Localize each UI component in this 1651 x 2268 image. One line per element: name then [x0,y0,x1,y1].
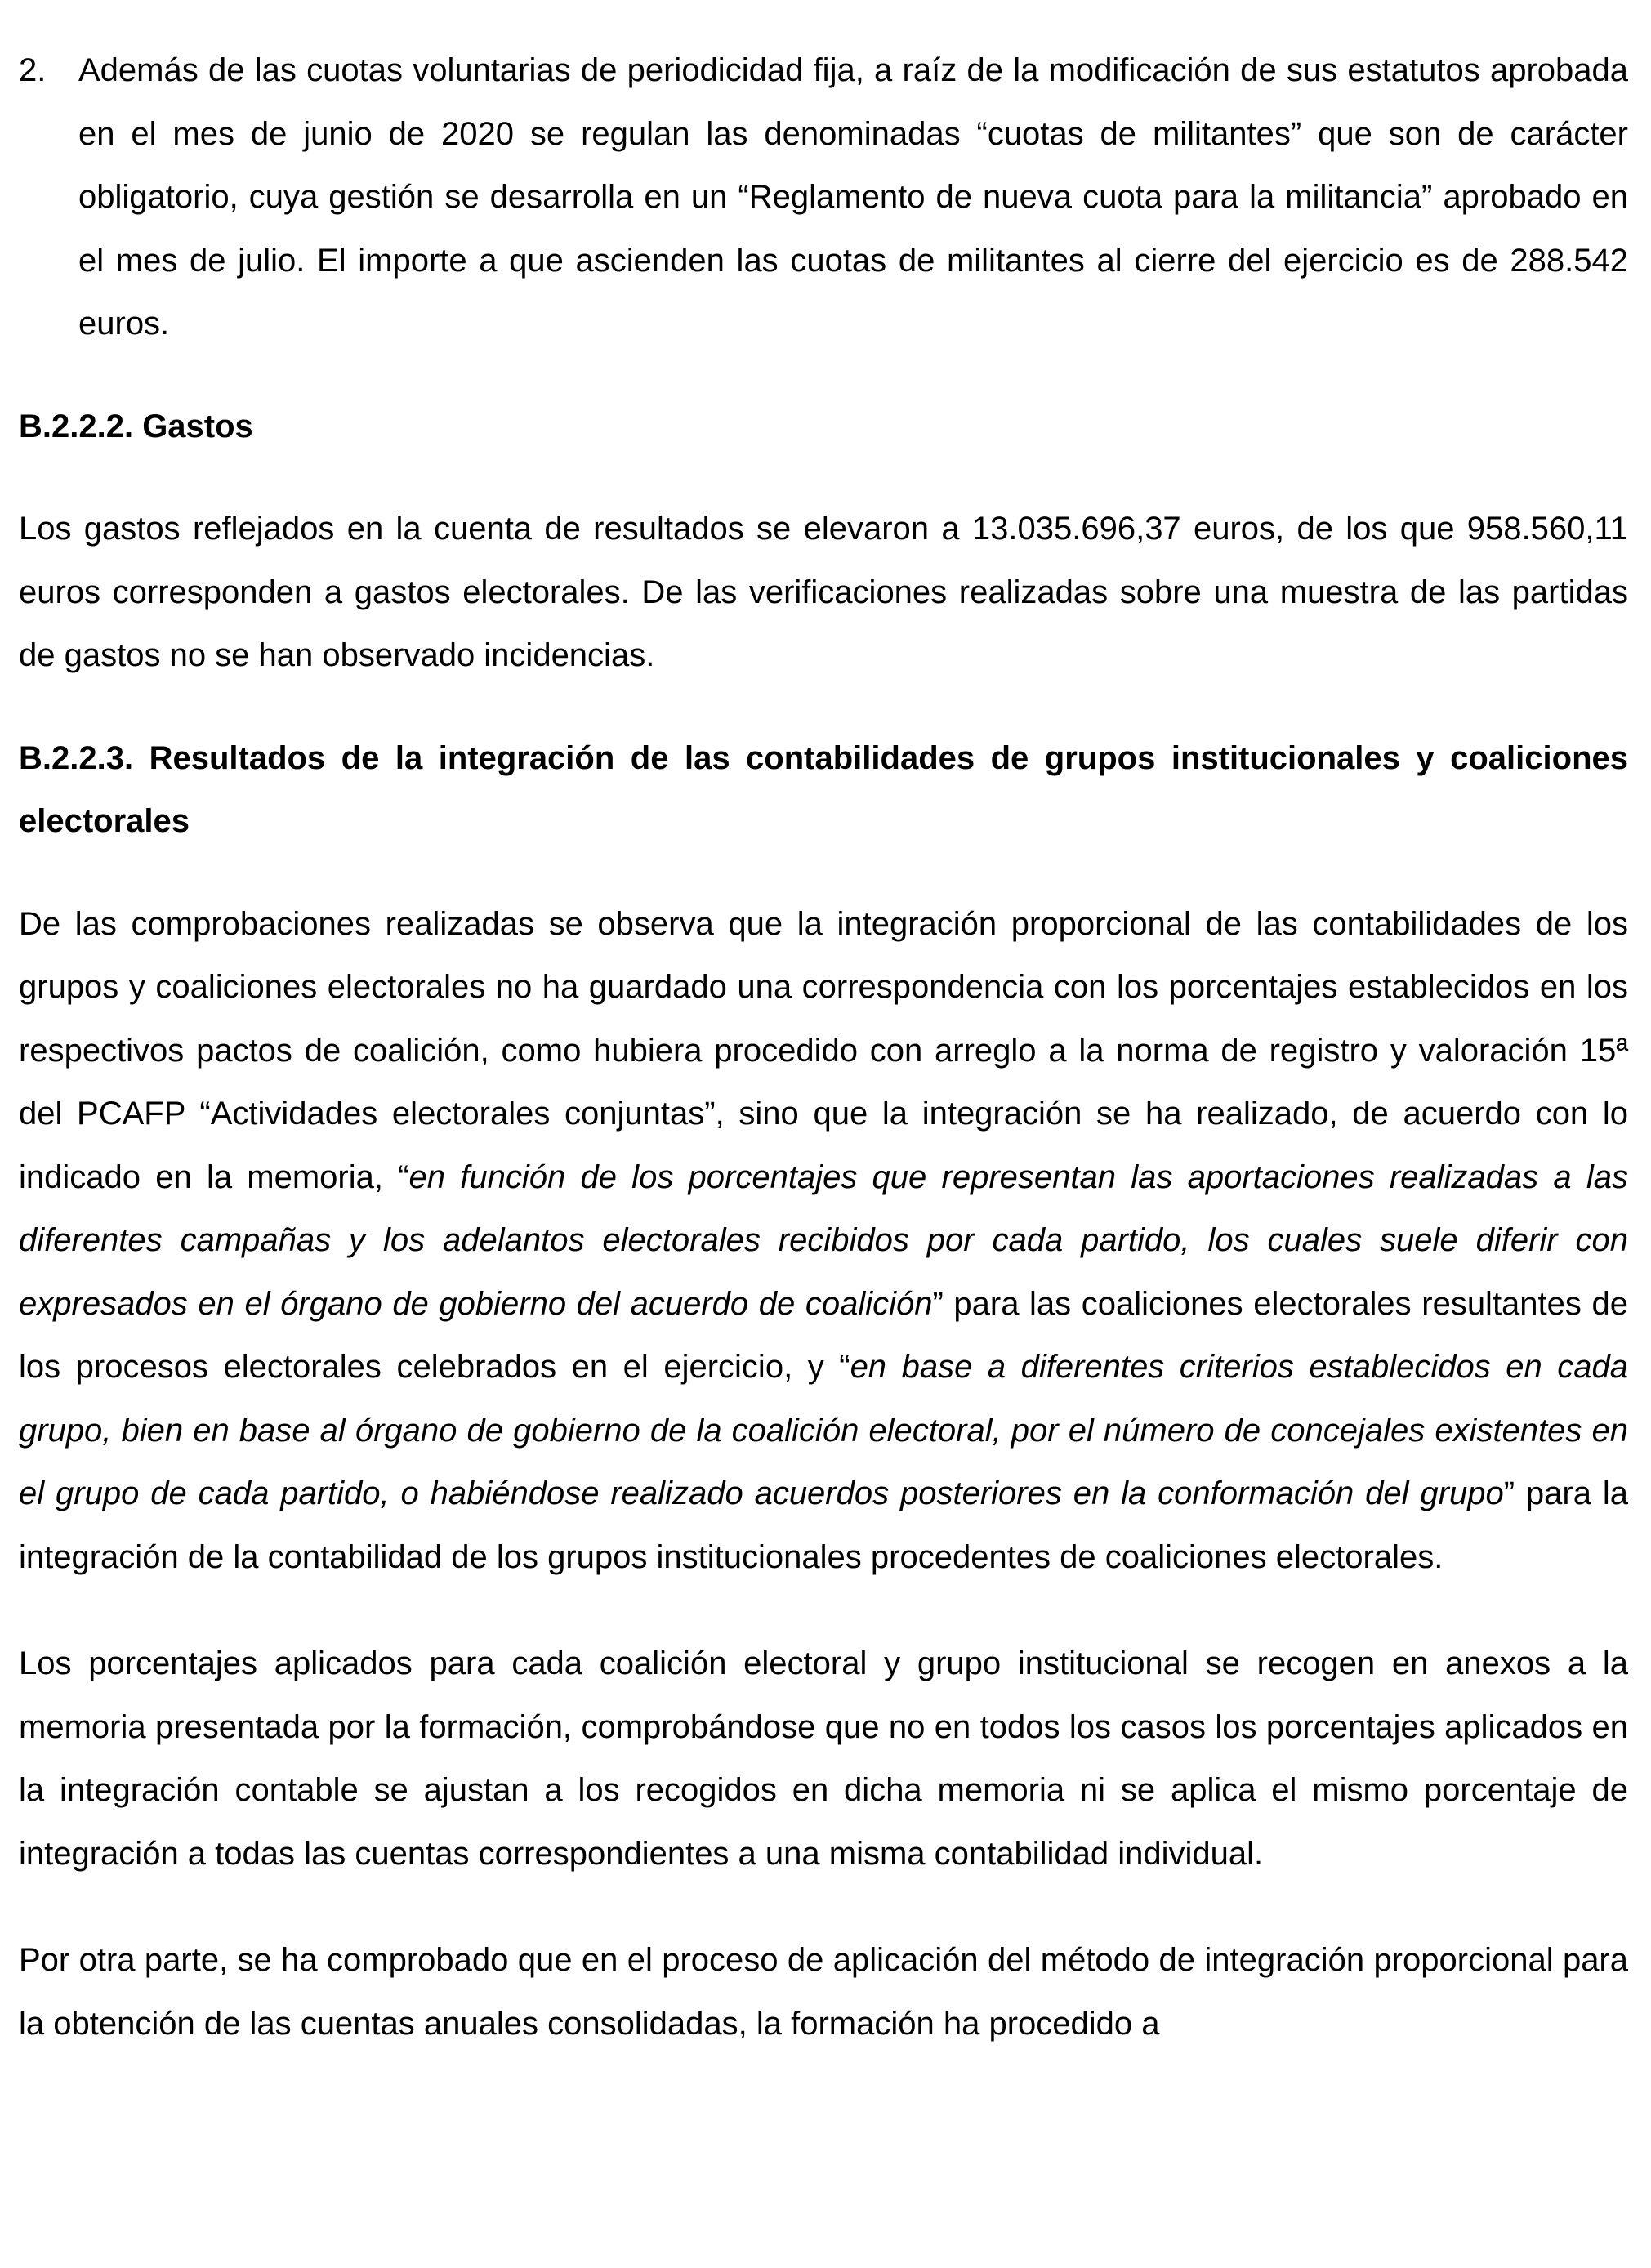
quoted-text: en base a diferentes criterios establecidos en cada grupo, bien en base al órgano de gobierno de la coalición electoral, por el número de concejales existentes en el grupo de cada partido, o habiéndose realizado acuerdos posteriores en la conformación del grupo [19,1349,1629,1511]
list-item-text: Además de las cuotas voluntarias de periodicidad fija, a raíz de la modificación de sus estatutos aprobada en el mes de junio de 2020 se regulan las denominadas “cuotas de militantes” que son de carácter obligatorio, cuya gestión se desarrolla en un “Reglamento de nueva cuota para la militancia” aprobado en el mes de julio. El importe a que ascienden las cuotas de militantes al cierre del ejercicio es de 288.542 euros. [78,52,1628,342]
list-item [19,39,1628,356]
paragraph-integracion-3: Por otra parte, se ha comprobado que en el proceso de aplicación del método de integración proporcional para la obtención de las cuentas anuales consolidadas, la formación ha procedido a [19,1942,1628,2042]
quoted-text: en función de los porcentajes que representan las aportaciones realizadas a las diferentes campañas y los adelantos electorales recibidos por cada partido, los cuales suele diferir con expresados en el órgano de gobierno del acuerdo de coalición [19,1159,1628,1322]
list-number: 2. [19,52,47,88]
section-heading-integracion: B.2.2.3. Resultados de la integración de las contabilidades de grupos institucionales y coaliciones electorales [19,739,1628,839]
text-segment: De las comprobaciones realizadas se observa que la integración proporcional de las contabilidades de los grupos y coaliciones electorales no ha guardado una correspondencia con los porcentajes establecidos en los respectivos pactos de coalición, como hubiera procedido con arreglo a la norma de registro y valoración 15ª del PCAFP “Actividades electorales conjuntas”, sino que la integración se ha realizado, de acuerdo con lo indicado en la memoria, “ [19,905,1628,1195]
paragraph-gastos: Los gastos reflejados en la cuenta de resultados se elevaron a 13.035.696,37 euros, de los que 958.560,11 euros corresponden a gastos electorales. De las verificaciones realizadas sobre una muestra de las partidas de gastos no se han observado incidencias. [19,511,1628,673]
paragraph-integracion-1 [19,893,1628,1590]
paragraph-integracion-2: Los porcentajes aplicados para cada coalición electoral y grupo institucional se recogen en anexos a la memoria presentada por la formación, comprobándose que no en todos los casos los porcentajes aplicados en la integración contable se ajustan a los recogidos en dicha memoria ni se aplica el mismo porcentaje de integración a todas las cuentas correspondientes a una misma contabilidad individual. [19,1645,1628,1872]
text-segment: ” para las coaliciones electorales resultantes de los procesos electorales celebrados en el ejercicio, y “ [19,1285,1628,1385]
text-segment: ” para la integración de la contabilidad de los grupos institucionales procedentes de coaliciones electorales. [19,1476,1628,1575]
document-page [19,39,1628,2056]
section-heading-gastos: B.2.2.2. Gastos [19,408,253,444]
